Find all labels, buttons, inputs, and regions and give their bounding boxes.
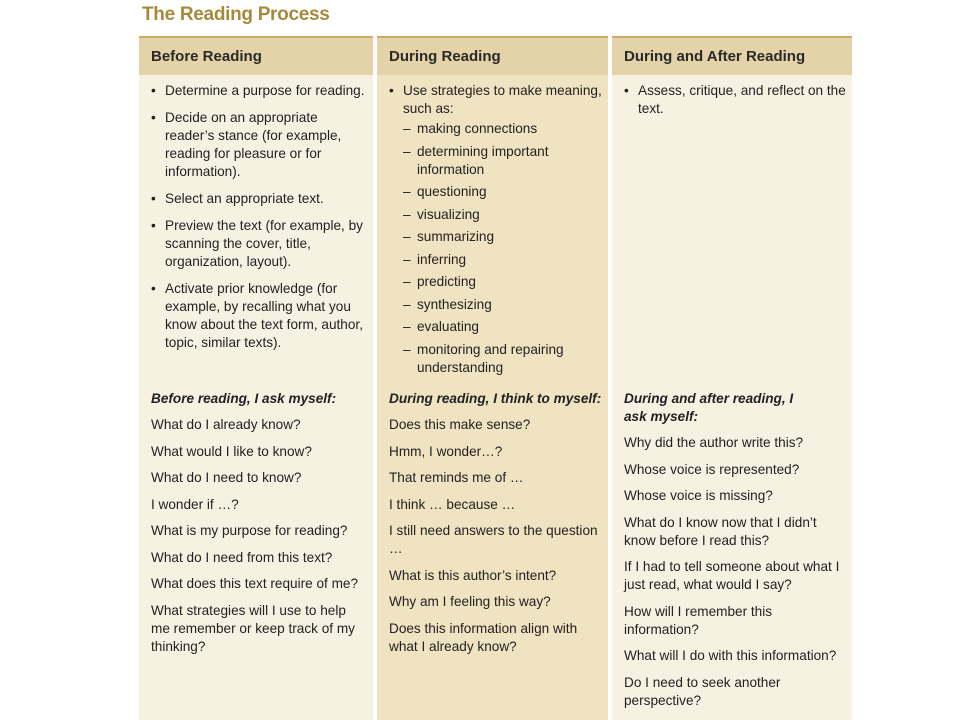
prompt-heading: During reading, I think to myself: [389, 391, 602, 406]
question-item: What will I do with this information? [624, 648, 837, 663]
bullet-text: Use strategies to make meaning, such as: [403, 83, 602, 116]
strategy-item: – evaluating [403, 318, 602, 336]
prompt-section [151, 390, 367, 664]
strategy-item: – determining important information [403, 143, 602, 179]
question-item: What is this author’s intent? [389, 567, 557, 583]
column-during-and-after-reading [612, 36, 852, 720]
question-item: Whose voice is missing? [624, 488, 773, 503]
strategy-item: – making connections [403, 120, 602, 138]
bullet-item: • Activate prior knowledge (for example, by recalling what you know about the text form, author, topic, similar texts). [151, 280, 367, 352]
strategy-item: – questioning [403, 183, 602, 201]
strategy-item: – summarizing [403, 228, 602, 246]
question-item: I think … because … [389, 496, 516, 512]
prompt-section [389, 390, 602, 664]
bullet-item: • Determine a purpose for reading. [151, 82, 367, 100]
question-item: I wonder if …? [151, 496, 239, 512]
column-before-reading [139, 36, 373, 720]
bullet-item: • Assess, critique, and reflect on the text. [624, 82, 846, 118]
prompt-heading: Before reading, I ask myself: [151, 391, 337, 406]
reading-process-table [139, 36, 852, 720]
strategy-list [403, 120, 602, 377]
strategy-item: – predicting [403, 273, 602, 291]
question-item: Why did the author write this? [624, 435, 804, 450]
question-item: Does this make sense? [389, 417, 531, 432]
strategy-item: – visualizing [403, 206, 602, 224]
question-item: Why am I feeling this way? [389, 594, 551, 609]
question-item: If I had to tell someone about what I just read, what would I say? [624, 559, 840, 592]
bullet-item: • Select an appropriate text. [151, 190, 367, 208]
bullet-list [151, 82, 367, 361]
question-item: What would I like to know? [151, 443, 312, 459]
column-header: During and After Reading [612, 36, 852, 75]
question-item: Hmm, I wonder…? [389, 443, 503, 459]
question-item: I still need answers to the question … [389, 523, 598, 556]
strategy-item: – monitoring and repairing understanding [403, 341, 602, 377]
page-title: The Reading Process [142, 4, 330, 25]
question-item: What do I need from this text? [151, 549, 333, 565]
question-item: How will I remember this information? [624, 603, 773, 637]
question-item: What does this text require of me? [151, 576, 359, 591]
question-item: What do I know now that I didn’t know before I read this? [624, 514, 817, 548]
bullet-item: • Preview the text (for example, by scanning the cover, title, organization, layout). [151, 217, 367, 271]
prompt-heading: During and after reading, I ask myself: [624, 391, 794, 424]
column-header: Before Reading [139, 36, 373, 75]
bullet-list [624, 82, 846, 127]
question-item: That reminds me of … [389, 470, 524, 485]
strategy-item: – inferring [403, 251, 602, 269]
question-item: Do I need to seek another perspective? [624, 674, 781, 708]
column-header: During Reading [377, 36, 608, 75]
question-item: Whose voice is represented? [624, 461, 800, 477]
question-item: What is my purpose for reading? [151, 523, 348, 538]
bullet-item: • Decide on an appropriate reader’s stance (for example, reading for pleasure or for information). [151, 109, 367, 181]
strategy-item: – synthesizing [403, 296, 602, 314]
question-item: What strategies will I use to help me remember or keep track of my thinking? [151, 602, 355, 654]
question-item: Does this information align with what I already know? [389, 620, 578, 654]
question-item: What do I need to know? [151, 470, 302, 485]
bullet-item [389, 82, 602, 377]
bullet-list [389, 82, 602, 386]
question-item: What do I already know? [151, 417, 301, 432]
column-during-reading [377, 36, 608, 720]
prompt-section [624, 390, 846, 718]
